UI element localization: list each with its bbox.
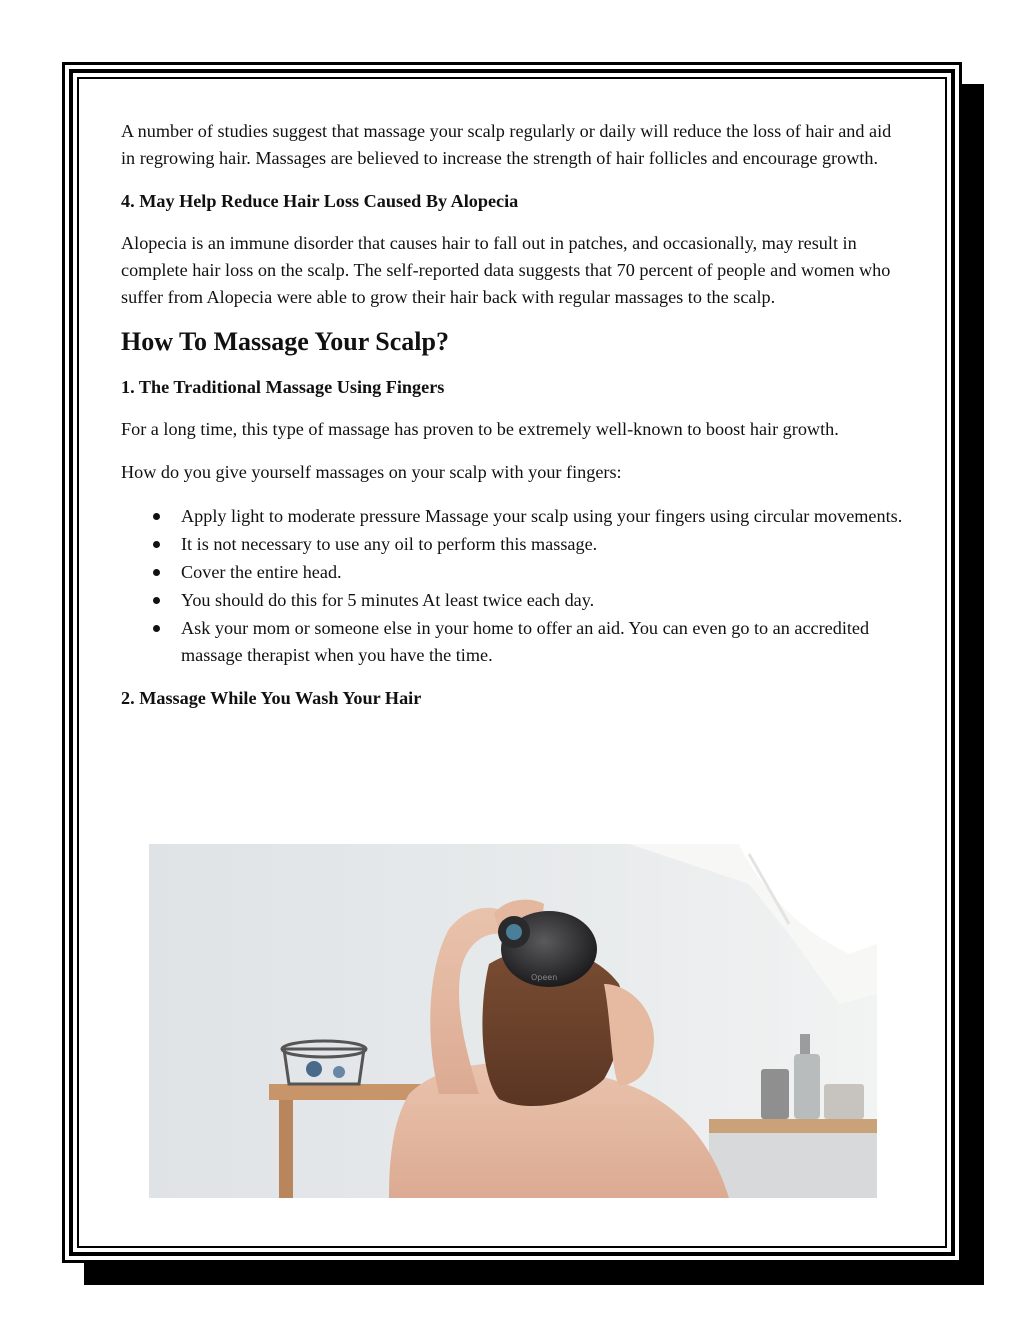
list-item: You should do this for 5 minutes At least twice each day. bbox=[181, 587, 906, 614]
fingers-heading: 1. The Traditional Massage Using Fingers bbox=[121, 377, 445, 397]
alopecia-paragraph: Alopecia is an immune disorder that causes hair to fall out in patches, and occasionally, may result in complete hair loss on the scalp. The self-reported data suggests that 70 percent of people and women who suffer from Alopecia were able to grow their hair back with regular massages to the scalp. bbox=[121, 233, 891, 307]
list-item: Cover the entire head. bbox=[181, 559, 906, 586]
list-item: Apply light to moderate pressure Massage your scalp using your fingers using circular movements. bbox=[181, 503, 906, 530]
section-title: How To Massage Your Scalp? bbox=[121, 327, 449, 356]
fingers-paragraph: For a long time, this type of massage has proven to be extremely well-known to boost hair growth. bbox=[121, 419, 839, 439]
fingers-question: How do you give yourself massages on your scalp with your fingers: bbox=[121, 462, 622, 482]
steps-list bbox=[121, 503, 906, 669]
scalp-massage-photo bbox=[149, 844, 877, 1198]
alopecia-heading: 4. May Help Reduce Hair Loss Caused By Alopecia bbox=[121, 191, 519, 211]
list-item: Ask your mom or someone else in your home to offer an aid. You can even go to an accredited massage therapist when you have the time. bbox=[181, 615, 906, 669]
wash-heading: 2. Massage While You Wash Your Hair bbox=[121, 688, 422, 708]
list-item: It is not necessary to use any oil to perform this massage. bbox=[181, 531, 906, 558]
device-brand-text: Opeen bbox=[531, 973, 558, 982]
article-content bbox=[121, 118, 906, 727]
intro-paragraph: A number of studies suggest that massage your scalp regularly or daily will reduce the loss of hair and aid in regrowing hair. Massages are believed to increase the strength of hair follicles and encourage growth. bbox=[121, 121, 892, 168]
